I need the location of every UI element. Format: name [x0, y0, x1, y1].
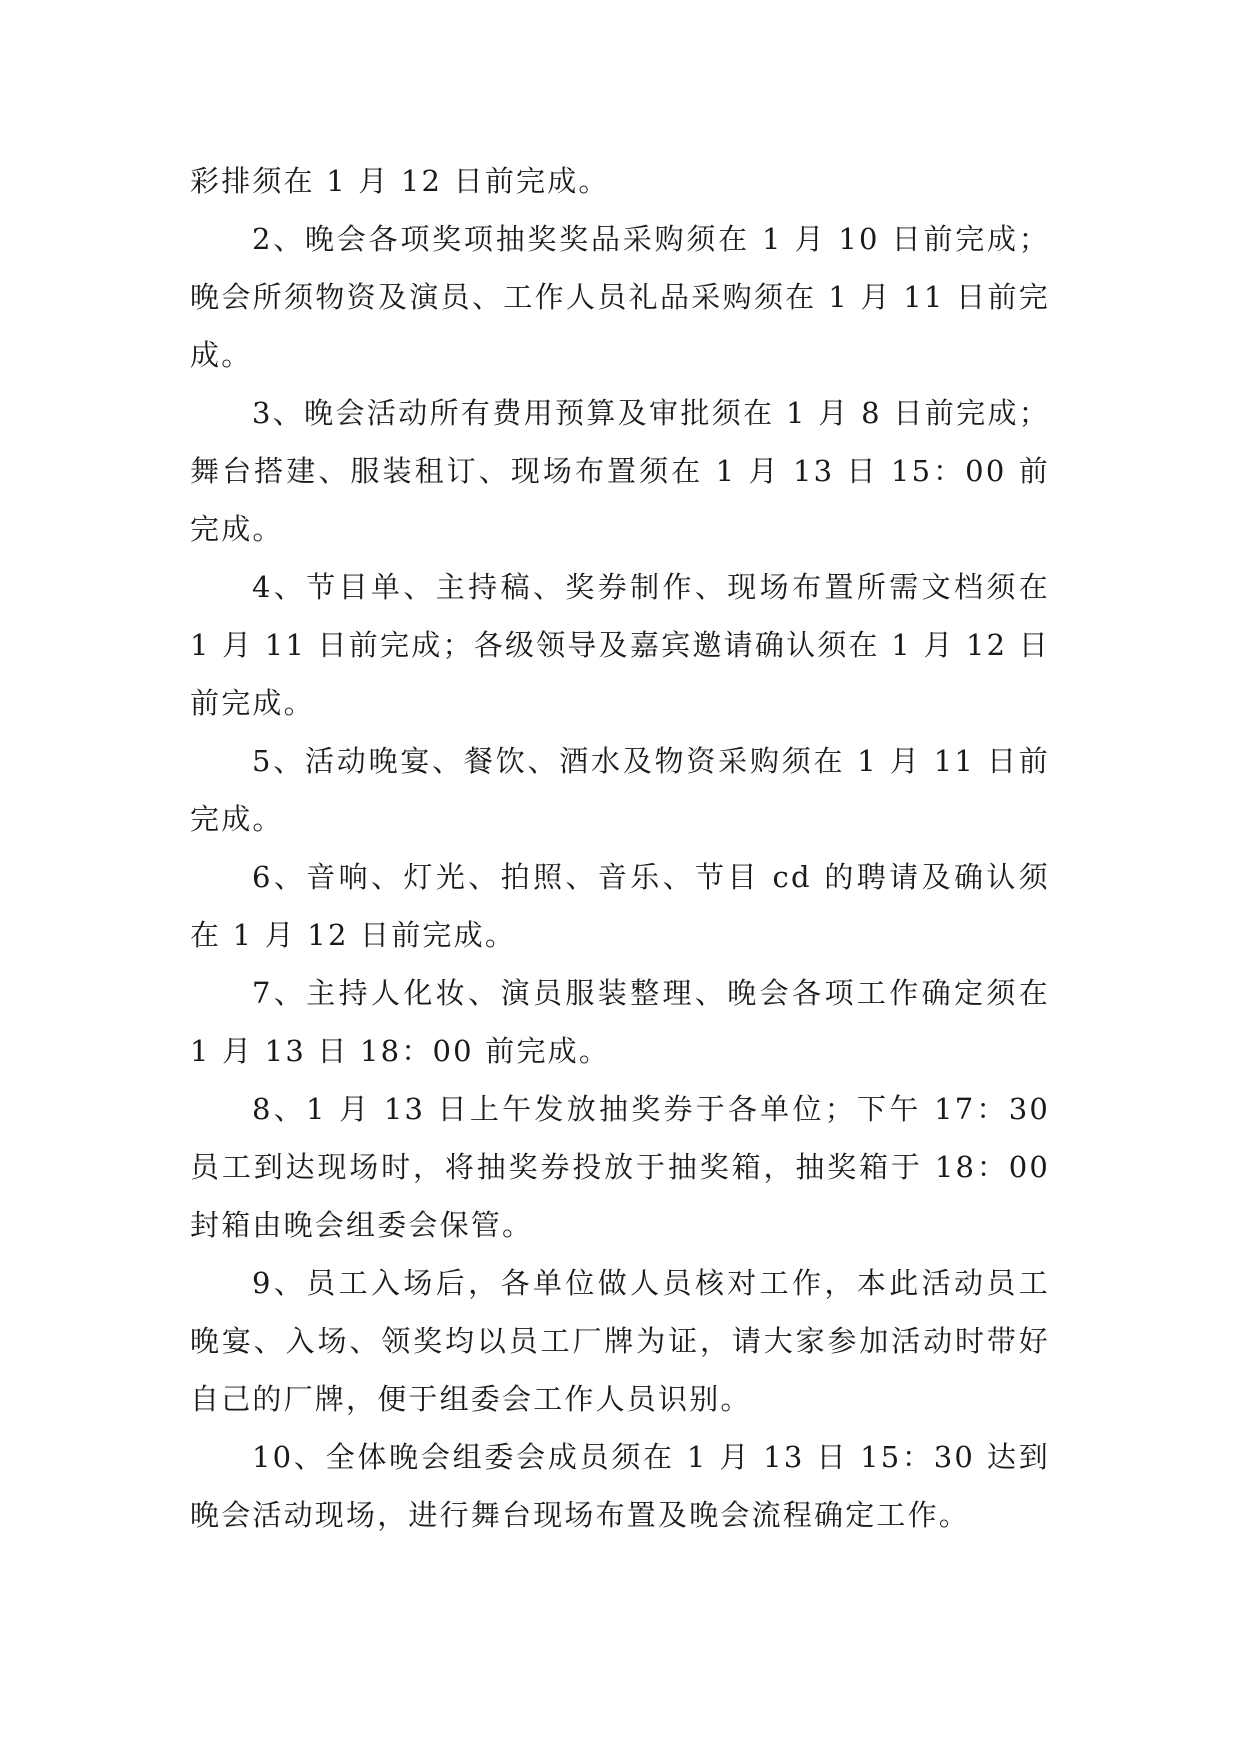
paragraph-item-3: 3、晚会活动所有费用预算及审批须在 1 月 8 日前完成；舞台搭建、服装租订、现场布置须在 1 月 13 日 15：00 前完成。 [190, 396, 1050, 546]
paragraph-item-7: 7、主持人化妆、演员服装整理、晚会各项工作确定须在 1 月 13 日 18：00 前完成。 [190, 976, 1050, 1068]
paragraph-item-9: 9、员工入场后，各单位做人员核对工作，本此活动员工晚宴、入场、领奖均以员工厂牌为证，请大家参加活动时带好自己的厂牌，便于组委会工作人员识别。 [190, 1266, 1050, 1416]
paragraph-item-4: 4、节目单、主持稿、奖券制作、现场布置所需文档须在 1 月 11 日前完成；各级领导及嘉宾邀请确认须在 1 月 12 日前完成。 [190, 570, 1050, 720]
paragraph-item-2: 2、晚会各项奖项抽奖奖品采购须在 1 月 10 日前完成；晚会所须物资及演员、工作人员礼品采购须在 1 月 11 日前完成。 [190, 222, 1050, 372]
paragraph-item-6: 6、音响、灯光、拍照、音乐、节目 cd 的聘请及确认须在 1 月 12 日前完成。 [190, 860, 1050, 952]
paragraph-item-10: 10、全体晚会组委会成员须在 1 月 13 日 15：30 达到晚会活动现场，进行舞台现场布置及晚会流程确定工作。 [190, 1440, 1050, 1532]
paragraph-item-8: 8、1 月 13 日上午发放抽奖券于各单位；下午 17：30 员工到达现场时，将抽奖券投放于抽奖箱，抽奖箱于 18：00 封箱由晚会组委会保管。 [190, 1092, 1050, 1242]
paragraph-continuation: 彩排须在 1 月 12 日前完成。 [190, 164, 610, 198]
document-body [190, 152, 1050, 1544]
paragraph-item-5: 5、活动晚宴、餐饮、酒水及物资采购须在 1 月 11 日前完成。 [190, 744, 1050, 836]
